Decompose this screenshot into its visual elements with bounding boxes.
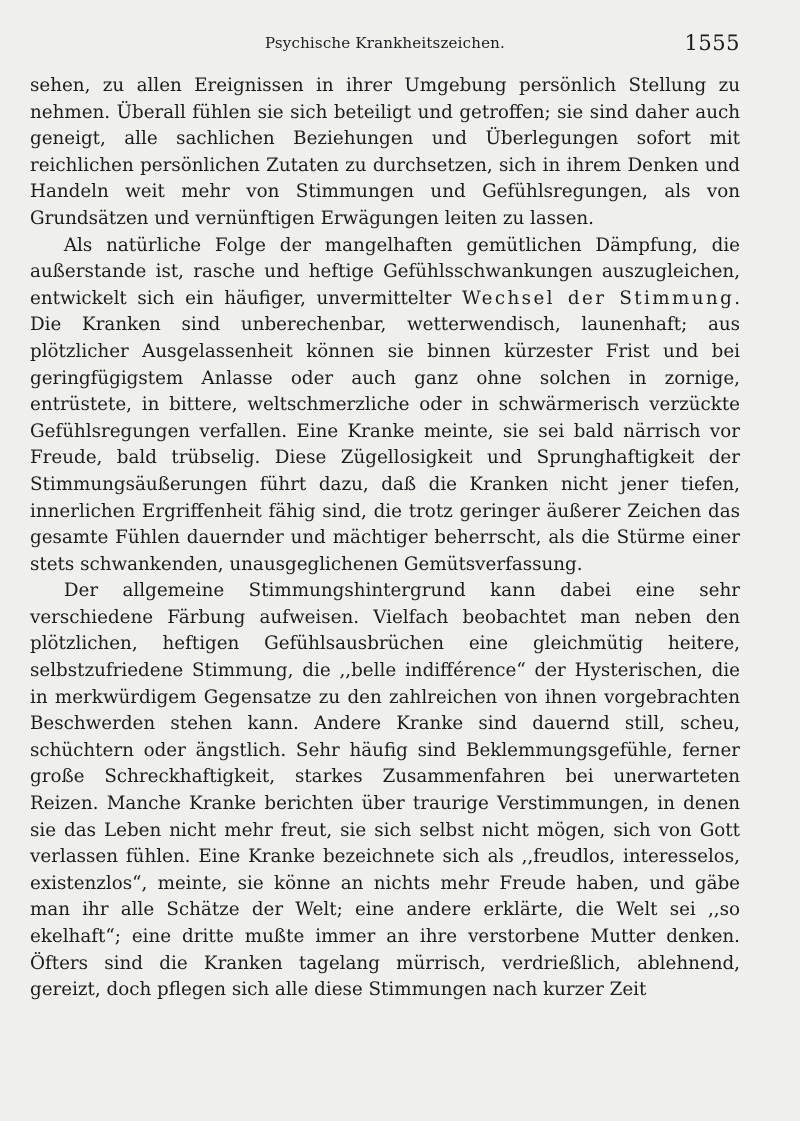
emphasized-term: Wechsel der Stimmung bbox=[461, 287, 735, 309]
running-title: Psychische Krankheitszeichen. bbox=[265, 34, 505, 52]
text-segment: Als natürliche Folge der mangelhaften gemütlichen Dämpfung, die außerstande ist, rasche und heftige Gefühlsschwankungen auszugleichen, entwickelt sich ein häufiger, unvermittelter bbox=[30, 234, 740, 309]
text-segment: Der allgemeine Stimmungshintergrund kann dabei eine sehr verschiedene Färbung aufweisen. Vielfach beobachtet man neben den plötzlichen, heftigen Gefühlsausbrüchen eine gleichmütig heitere, selbstzufriedene Stimmung, die ,,belle indifférence“ der Hysterischen, die in merkwürdigem Gegensatze zu den zahlreichen von ihnen vorgebrachten Beschwerden stehen kann. Andere Kranke sind dauernd still, scheu, schüchtern oder ängstlich. Sehr häufig sind Beklemmungsgefühle, ferner große Schreckhaftigkeit, starkes Zusammenfahren bei unerwarteten Reizen. Manche Kranke berichten über traurige Verstimmungen, in denen sie das Leben nicht mehr freut, sie sich selbst nicht mögen, sich von Gott verlassen fühlen. Eine Kranke bezeichnete sich als ,,freudlos, interesselos, existenzlos“, meinte, sie könne an nichts mehr Freude haben, und gäbe man ihr alle Schätze der Welt; eine andere erklärte, die Welt sei ,,so ekelhaft“; eine dritte mußte immer an ihre verstorbene Mutter denken. Öfters sind die Kranken tagelang mürrisch, verdrießlich, ablehnend, gereizt, doch pflegen sich alle diese Stimmungen nach kurzer Zeit bbox=[30, 580, 740, 1001]
page-number: 1555 bbox=[684, 31, 740, 55]
page-header bbox=[30, 28, 740, 58]
paragraph-continued bbox=[30, 73, 740, 233]
paragraph-mood-change bbox=[30, 233, 740, 579]
text-segment: sehen, zu allen Ereignissen in ihrer Umgebung persönlich Stellung zu nehmen. Überall fühlen sie sich beteiligt und getroffen; sie sind daher auch geneigt, alle sachlichen Beziehungen und Überlegungen sofort mit reichlichen persönlichen Zutaten zu durchsetzen, sich in ihrem Denken und Handeln weit mehr von Stimmungen und Gefühlsregungen, als von Grundsätzen und vernünftigen Erwägungen leiten zu lassen. bbox=[30, 75, 740, 229]
paragraph-mood-background bbox=[30, 578, 740, 1004]
body-text bbox=[30, 73, 740, 1004]
text-segment: . Die Kranken sind unberechenbar, wetterwendisch, launenhaft; aus plötzlicher Ausgelassenheit können sie binnen kürzester Frist und bei geringfügigstem Anlasse oder auch ganz ohne solchen in zornige, entrüstete, in bittere, weltschmerzliche oder in schwärmerisch verzückte Gefühlsregungen verfallen. Eine Kranke meinte, sie sei bald närrisch vor Freude, bald trübselig. Diese Zügellosigkeit und Sprunghaftigkeit der Stimmungsäußerungen führt dazu, daß die Kranken nicht jener tiefen, innerlichen Ergriffenheit fähig sind, die trotz geringer äußerer Zeichen das gesamte Fühlen dauernder und mächtiger beherrscht, als die Stürme einer stets schwankenden, unausgeglichenen Gemütsverfassung. bbox=[30, 287, 741, 575]
